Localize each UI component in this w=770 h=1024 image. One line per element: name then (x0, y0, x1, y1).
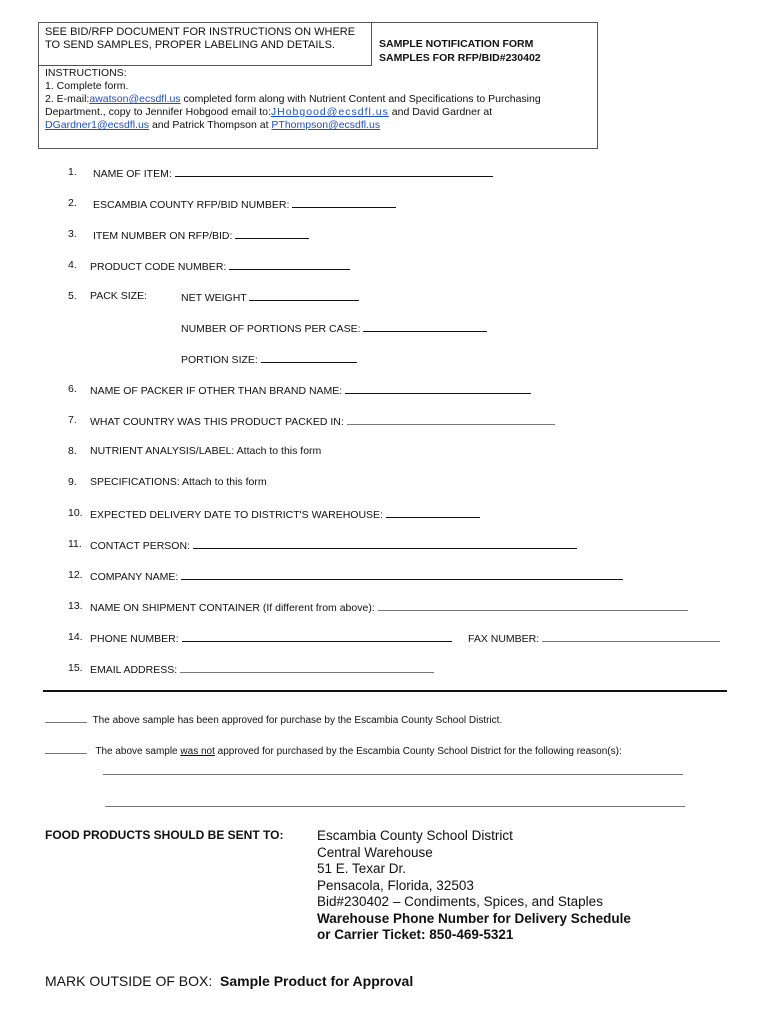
instruction-step-2-text: completed form along with Nutrient Content and Specifications to Purchasing (180, 93, 541, 105)
item-label: WHAT COUNTRY WAS THIS PRODUCT PACKED IN: (90, 416, 344, 428)
portion-size-field[interactable] (261, 352, 357, 363)
pack-portion-size (181, 352, 357, 366)
instruction-line-3-suffix: and David Gardner at (388, 106, 493, 118)
email-link-dgardner[interactable]: DGardner1@ecsdfl.us (45, 119, 150, 131)
not-approved-check-field[interactable] (45, 743, 87, 754)
item-label: EMAIL ADDRESS: (90, 664, 178, 676)
item-number-field[interactable] (235, 228, 309, 239)
pack-portions (181, 321, 487, 335)
fax-number (468, 631, 720, 645)
item-label: NAME OF PACKER IF OTHER THAN BRAND NAME: (90, 385, 343, 397)
item-company-name (90, 569, 623, 583)
item-pack-size: PACK SIZE: (90, 290, 147, 302)
item-bid-number (93, 197, 396, 211)
item-label: NAME ON SHIPMENT CONTAINER (If different from above): (90, 602, 375, 614)
item-label: NAME OF ITEM: (93, 168, 172, 180)
company-name-field[interactable] (181, 569, 623, 580)
item-number: 3. (68, 228, 77, 240)
form-title-line2: SAMPLES FOR RFP/BID#230402 (379, 52, 541, 64)
email-address-field[interactable] (180, 662, 434, 673)
item-shipment-name (90, 600, 688, 614)
reason-line-2[interactable] (105, 806, 685, 807)
address-line-5: Bid#230402 – Condiments, Spices, and Staples (317, 894, 603, 909)
header-left-line2: TO SEND SAMPLES, PROPER LABELING AND DETAILS. (45, 39, 335, 51)
instructions-block (45, 67, 595, 132)
item-label: PHONE NUMBER: (90, 633, 179, 645)
item-item-number (93, 228, 309, 242)
item-number: 10. (68, 507, 83, 519)
item-number: 2. (68, 197, 77, 209)
email-link-awatson[interactable]: awatson@ecsdfl.us (89, 93, 181, 105)
instruction-step-2-prefix: 2. E-mail: (45, 93, 90, 105)
country-field[interactable] (347, 414, 555, 425)
packer-name-field[interactable] (345, 383, 531, 394)
item-number: 4. (68, 259, 77, 271)
address-line-1: Escambia County School District (317, 828, 513, 843)
mark-prefix: MARK OUTSIDE OF BOX: (45, 973, 213, 989)
item-number: 13. (68, 600, 83, 612)
net-weight-label: NET WEIGHT (181, 292, 247, 304)
product-code-field[interactable] (229, 259, 350, 270)
item-email-address (90, 662, 434, 676)
header-left-cell (39, 23, 372, 66)
item-nutrient-analysis: NUTRIENT ANALYSIS/LABEL: Attach to this form (90, 445, 322, 457)
address-line-2: Central Warehouse (317, 844, 433, 860)
fax-number-field[interactable] (542, 631, 720, 642)
item-product-code (90, 259, 350, 273)
net-weight-field[interactable] (249, 290, 359, 301)
delivery-date-field[interactable] (386, 507, 480, 518)
instruction-step-1: 1. Complete form. (45, 80, 129, 92)
approved-text: The above sample has been approved for purchase by the Escambia County School District. (92, 715, 503, 726)
phone-number-field[interactable] (182, 631, 452, 642)
address-line-3: 51 E. Texar Dr. (317, 861, 407, 876)
item-number: 9. (68, 476, 77, 488)
not-approved-suffix: approved for purchased by the Escambia County School District for the following reason(s): (214, 746, 622, 757)
header-box (38, 22, 598, 149)
shipment-name-field[interactable] (378, 600, 688, 611)
header-left-line1: SEE BID/RFP DOCUMENT FOR INSTRUCTIONS ON WHERE (45, 26, 356, 38)
item-number: 1. (68, 166, 77, 178)
not-approved-prefix: The above sample (95, 746, 181, 757)
fax-label: FAX NUMBER: (468, 633, 540, 645)
email-link-pthompson[interactable]: PThompson@ecsdfl.us (271, 119, 381, 131)
portion-size-label: PORTION SIZE: (181, 354, 258, 366)
warehouse-address (317, 828, 631, 944)
item-delivery-date (90, 507, 480, 521)
item-number: 6. (68, 383, 77, 395)
item-phone-number (90, 631, 452, 645)
pack-net-weight (181, 290, 359, 304)
bid-number-field[interactable] (292, 197, 396, 208)
item-number: 12. (68, 569, 83, 581)
email-link-jhobgood[interactable]: JHobgood@ecsdfl.us (270, 106, 389, 118)
not-approved-row (45, 743, 622, 757)
item-label: ITEM NUMBER ON RFP/BID: (93, 230, 233, 242)
item-country (90, 414, 555, 428)
item-number: 7. (68, 414, 77, 426)
approved-check-field[interactable] (45, 712, 87, 723)
item-label: COMPANY NAME: (90, 571, 179, 583)
name-of-item-field[interactable] (175, 166, 493, 177)
warehouse-phone-line-2: or Carrier Ticket: 850-469-5321 (317, 927, 514, 942)
mark-outside-box (45, 973, 413, 989)
item-label: ESCAMBIA COUNTY RFP/BID NUMBER: (93, 199, 290, 211)
form-title (379, 37, 541, 65)
send-to-label: FOOD PRODUCTS SHOULD BE SENT TO: (45, 828, 284, 842)
item-number: 5. (68, 290, 77, 302)
item-number: 15. (68, 662, 83, 674)
instruction-line-4-mid: and Patrick Thompson at (149, 119, 272, 131)
approved-row (45, 712, 502, 726)
section-divider (43, 690, 727, 692)
item-number: 8. (68, 445, 77, 457)
instruction-line-4 (45, 119, 595, 132)
item-label: PRODUCT CODE NUMBER: (90, 261, 227, 273)
form-title-line1: SAMPLE NOTIFICATION FORM (379, 38, 534, 50)
instruction-step-2 (45, 93, 595, 106)
item-packer-name (90, 383, 531, 397)
portions-label: NUMBER OF PORTIONS PER CASE: (181, 323, 361, 335)
instructions-title: INSTRUCTIONS: (45, 67, 127, 79)
mark-bold: Sample Product for Approval (220, 973, 414, 989)
contact-person-field[interactable] (193, 538, 577, 549)
reason-line-1[interactable] (103, 774, 683, 775)
address-line-4: Pensacola, Florida, 32503 (317, 877, 474, 893)
item-number: 14. (68, 631, 83, 643)
item-number: 11. (68, 538, 82, 550)
instruction-line-3 (45, 106, 595, 119)
warehouse-phone-line-1: Warehouse Phone Number for Delivery Schedule (317, 910, 631, 926)
item-specifications: SPECIFICATIONS: Attach to this form (90, 476, 267, 488)
item-label: EXPECTED DELIVERY DATE TO DISTRICT'S WAREHOUSE: (90, 509, 383, 521)
item-contact-person (90, 538, 577, 552)
not-approved-emphasis: was not (180, 746, 215, 757)
portions-field[interactable] (363, 321, 487, 332)
item-name-of-item (93, 166, 493, 180)
instruction-line-3-prefix: Department., copy to Jennifer Hobgood email to: (45, 106, 271, 118)
item-label: CONTACT PERSON: (90, 540, 190, 552)
